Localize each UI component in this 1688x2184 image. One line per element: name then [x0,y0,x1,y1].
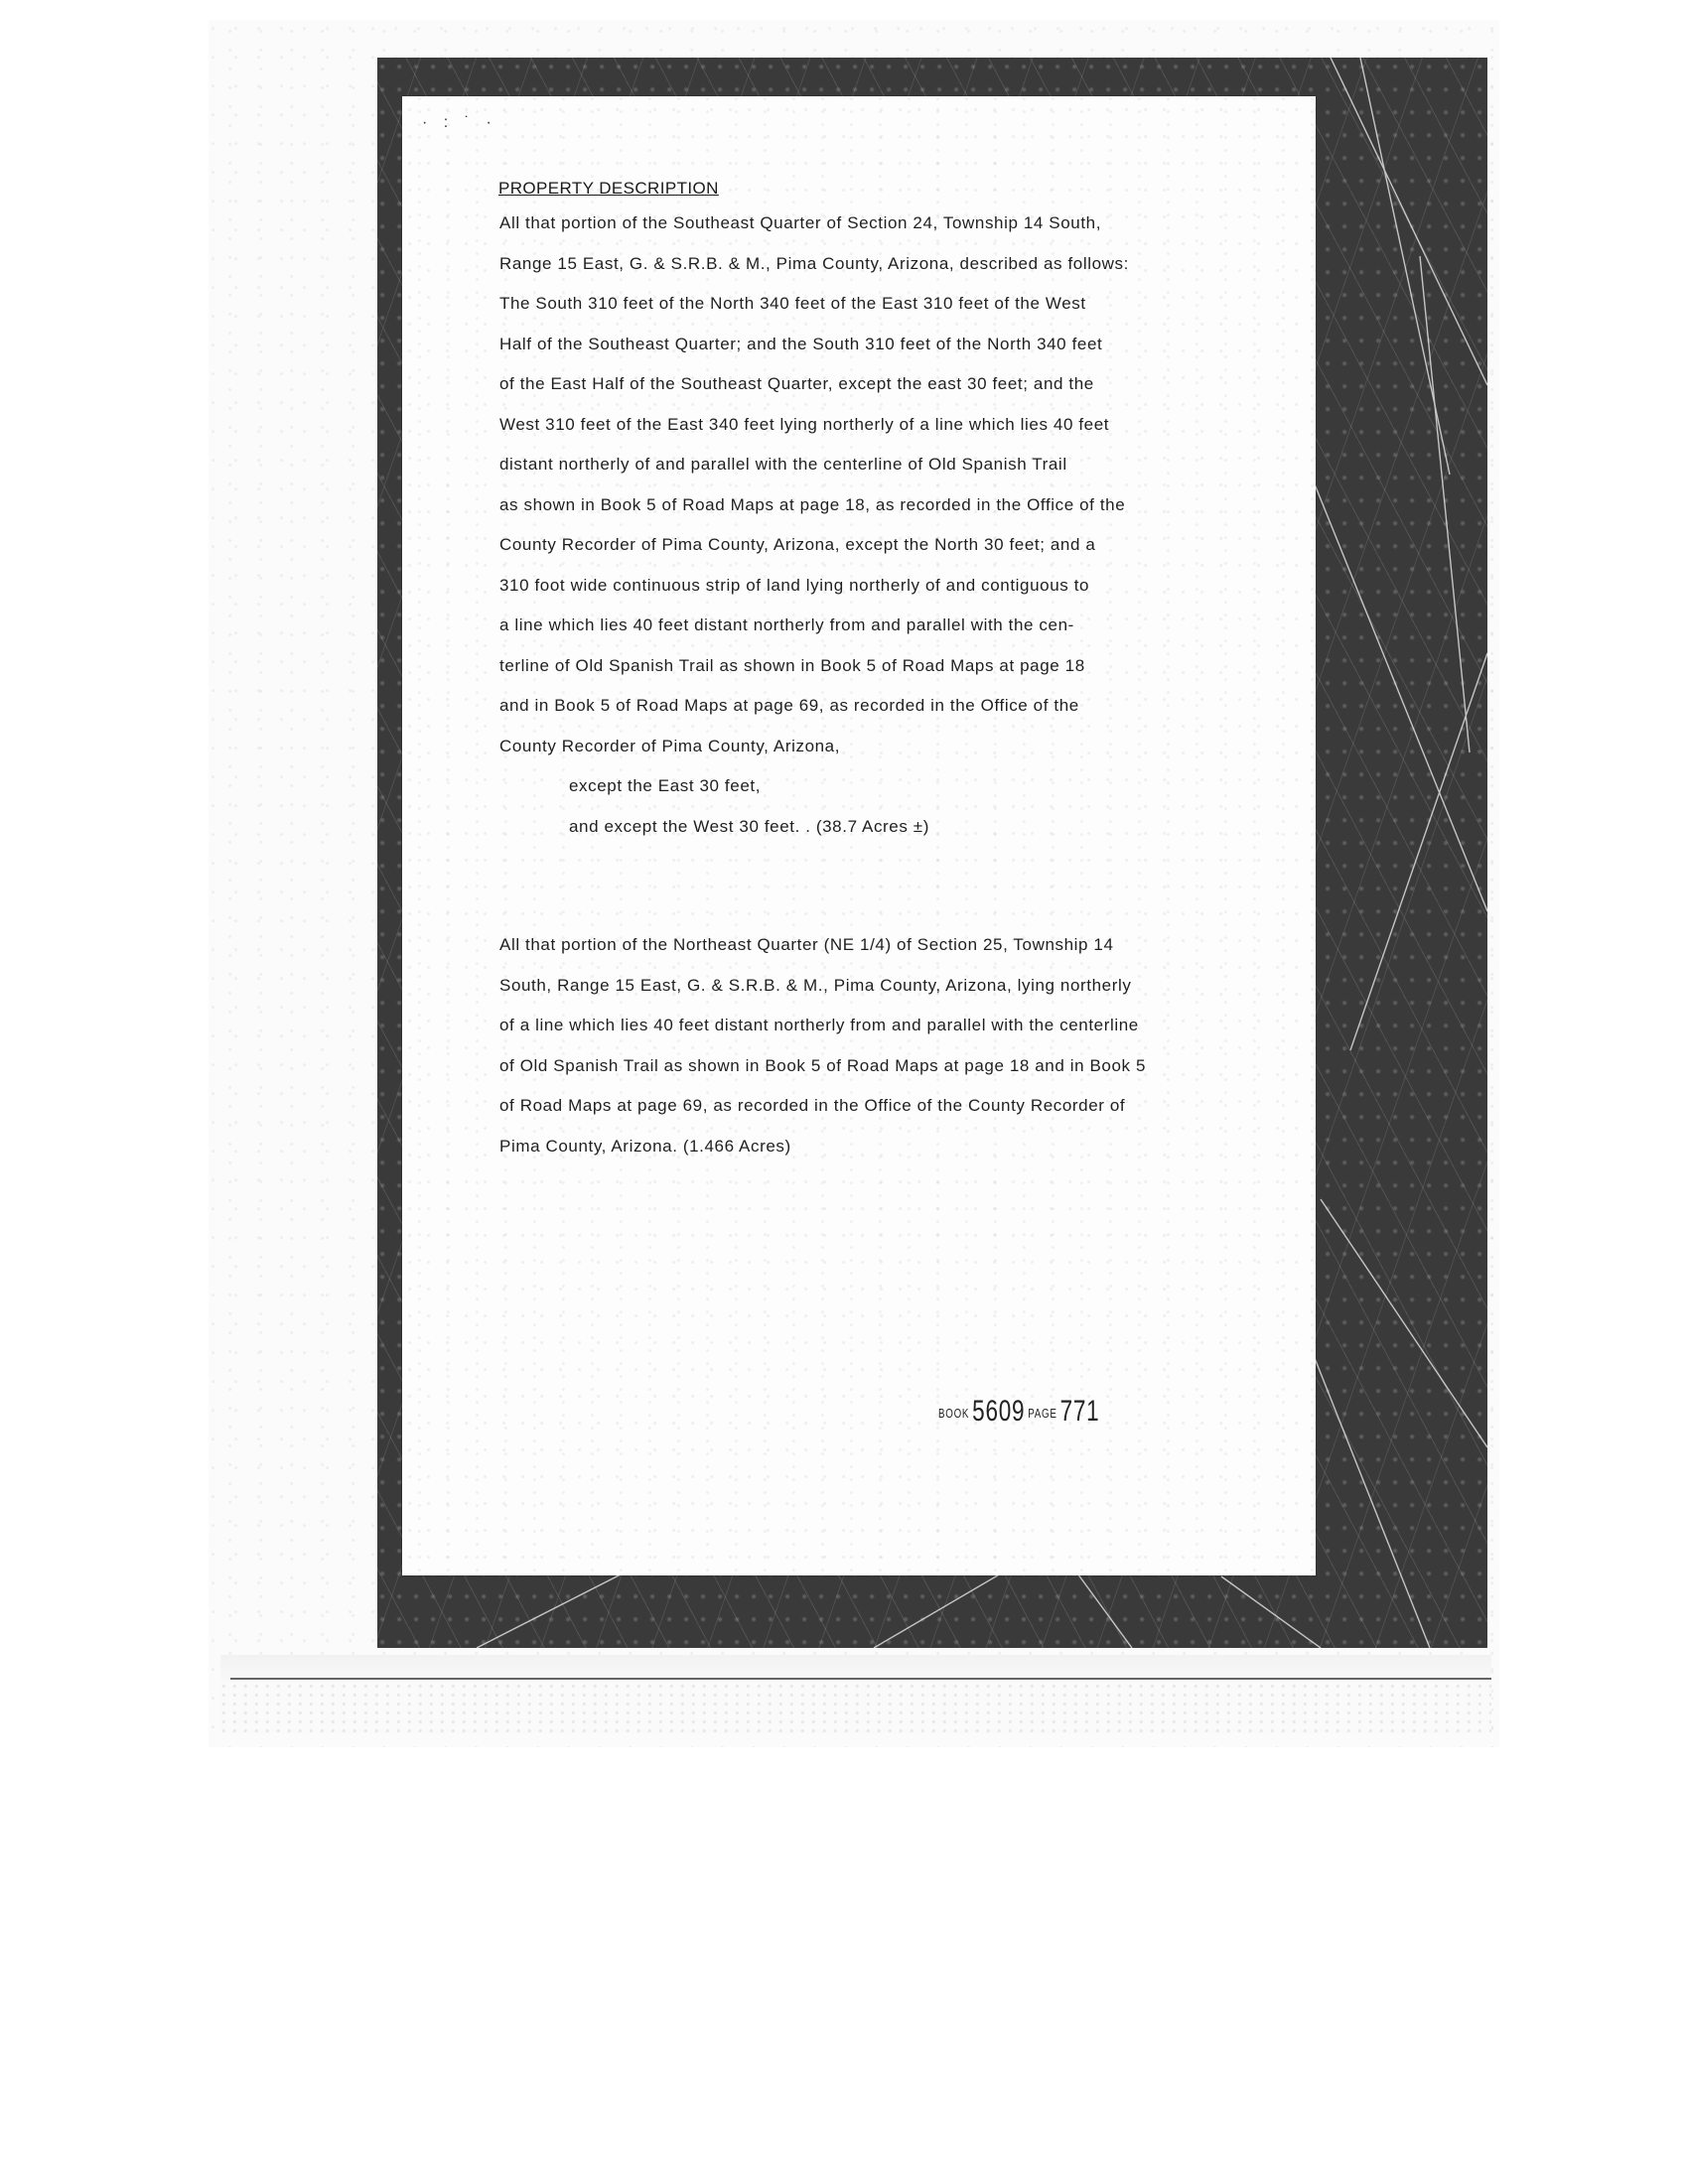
text-line: of a line which lies 40 feet distant northerly from and parallel with the centerline [499,1016,1139,1034]
property-description-paragraph-2 [499,925,1274,1166]
text-line: South, Range 15 East, G. & S.R.B. & M., Pima County, Arizona, lying northerly [499,975,1132,995]
text-line: of Road Maps at page 69, as recorded in the Office of the County Recorder of [499,1096,1126,1115]
text-line: distant northerly of and parallel with the centerline of Old Spanish Trail [499,455,1067,474]
text-line: as shown in Book 5 of Road Maps at page 18, as recorded in the Office of the [499,494,1126,514]
text-line: Range 15 East, G. & S.R.B. & M., Pima County, Arizona, described as follows: [499,253,1129,273]
text-line: All that portion of the Southeast Quarter of Section 24, Township 14 South, [499,213,1102,232]
book-number: 5609 [972,1395,1026,1428]
text-line: terline of Old Spanish Trail as shown in Book 5 of Road Maps at page 18 [499,655,1085,675]
scan-bottom-noise [220,1682,1491,1733]
text-line: of the East Half of the Southeast Quarter, except the east 30 feet; and the [499,374,1094,393]
text-line: West 310 feet of the East 340 feet lying northerly of a line which lies 40 feet [499,414,1110,434]
text-line-indented: except the East 30 feet, [569,776,762,795]
document-heading: PROPERTY DESCRIPTION [498,179,719,198]
scan-bottom-shadow [220,1655,1491,1685]
scan-bottom-edge [230,1678,1491,1680]
text-line: Pima County, Arizona. (1.466 Acres) [499,1136,791,1156]
text-line: a line which lies 40 feet distant northerly from and parallel with the cen- [499,615,1074,634]
text-line-indented: and except the West 30 feet. . (38.7 Acres ±) [569,816,929,836]
text-line: All that portion of the Northeast Quarter (NE 1/4) of Section 25, Township 14 [499,935,1114,954]
text-line: of Old Spanish Trail as shown in Book 5 of Road Maps at page 18 and in Book 5 [499,1055,1147,1075]
document-sheet [402,96,1316,1575]
text-line: and in Book 5 of Road Maps at page 69, as recorded in the Office of the [499,696,1079,715]
text-line: County Recorder of Pima County, Arizona, [499,736,841,755]
text-line: The South 310 feet of the North 340 feet of the East 310 feet of the West [499,294,1086,313]
text-line: Half of the Southeast Quarter; and the South 310 feet of the North 340 feet [499,334,1103,353]
page-number: 771 [1059,1395,1100,1428]
book-label: BOOK [938,1405,970,1421]
property-description-paragraph-1 [499,204,1274,847]
book-page-stamp [935,1395,1099,1429]
dust-specks: · : ˙ · [422,114,497,131]
page-label: PAGE [1028,1405,1057,1421]
text-line: 310 foot wide continuous strip of land lying northerly of and contiguous to [499,575,1090,595]
text-line: County Recorder of Pima County, Arizona, except the North 30 feet; and a [499,535,1096,554]
